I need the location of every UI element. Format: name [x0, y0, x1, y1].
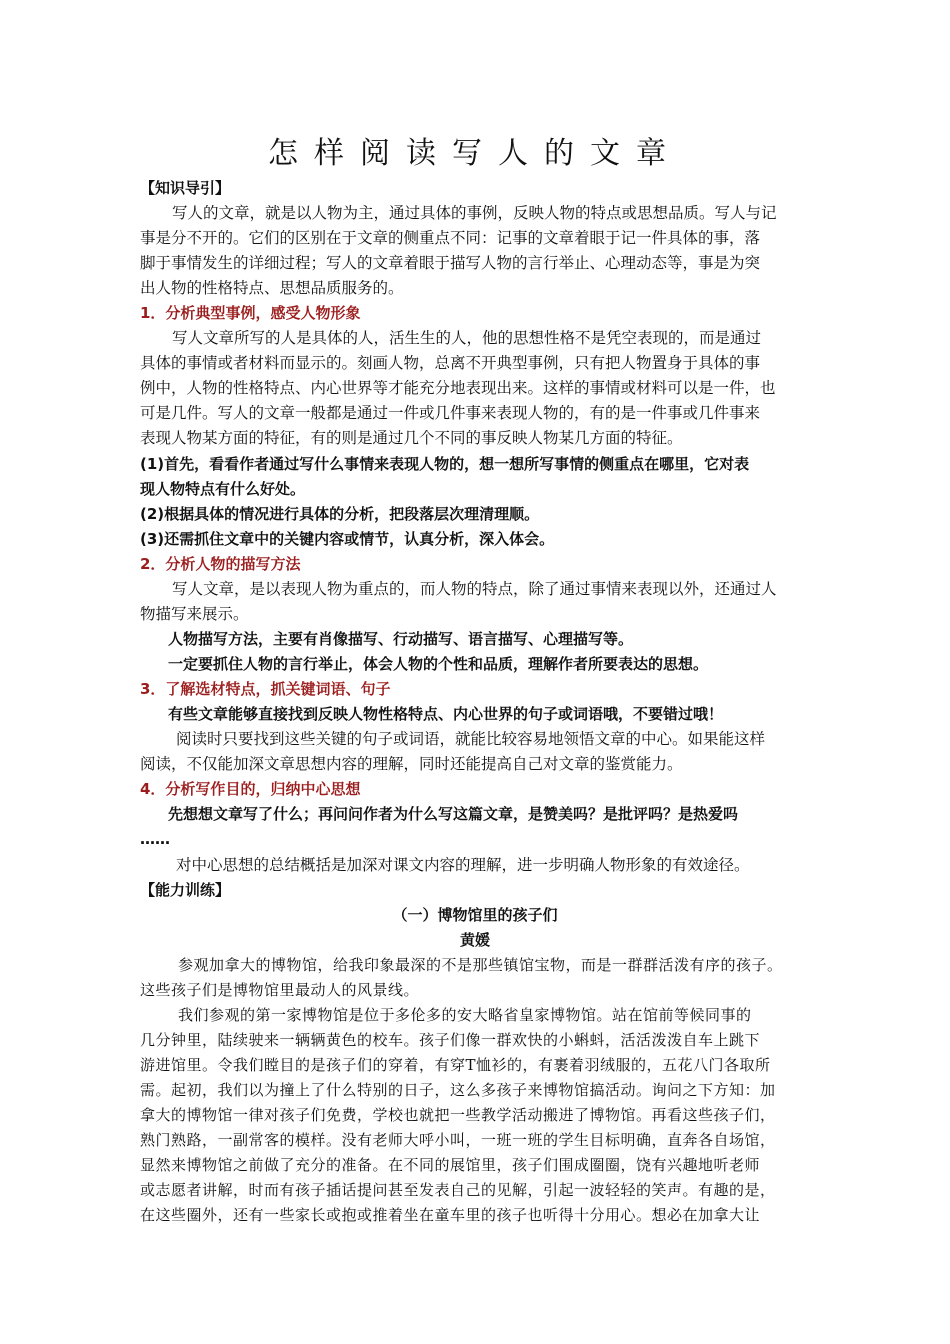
paragraph-1-line: 可是几件。写人的文章一般都是通过一件或几件事来表现人物的，有的是一件事或几件事来 — [140, 404, 761, 422]
story-line: 这些孩子们是博物馆里最动人的风景线。 — [140, 981, 420, 999]
story-line: 游进馆里。令我们瞠目的是孩子们的穿着，有穿T恤衫的，有裹着羽绒服的，五花八门各取所 — [140, 1056, 771, 1074]
paragraph-3-line: 阅读，不仅能加深文章思想内容的理解，同时还能提高自己对文章的鉴赏能力。 — [140, 755, 683, 773]
bold-point: (3)还需抓住文章中的关键内容或情节，认真分析，深入体会。 — [140, 530, 555, 548]
heading-1: 1．分析典型事例，感受人物形象 — [140, 304, 361, 322]
story-line: 拿大的博物馆一律对孩子们免费，学校也就把一些教学活动搬进了博物馆。再看这些孩子们， — [140, 1106, 776, 1124]
bold-point: 有些文章能够直接找到反映人物性格特点、内心世界的句子或词语哦，不要错过哦！ — [168, 705, 724, 723]
story-title: （一）博物馆里的孩子们 — [392, 906, 558, 924]
bold-point: …… — [140, 830, 170, 848]
paragraph-3-line: 阅读时只要找到这些关键的句子或词语，就能比较容易地领悟文章的中心。如果能这样 — [176, 730, 766, 748]
bold-point: (2)根据具体的情况进行具体的分析，把段落层次理清理顺。 — [140, 505, 540, 523]
intro-line: 事是分不开的。它们的区别在于文章的侧重点不同：记事的文章着眼于记一件具体的事，落 — [140, 229, 761, 247]
page-title: 怎样阅读写人的文章 — [268, 136, 682, 171]
paragraph-2-line: 物描写来展示。 — [140, 605, 249, 623]
story-line: 几分钟里，陆续驶来一辆辆黄色的校车。孩子们像一群欢快的小蝌蚪，活活泼泼自车上跳下 — [140, 1031, 761, 1049]
story-line: 或志愿者讲解，时而有孩子插话提问甚至发表自己的见解，引起一波轻轻的笑声。有趣的是， — [140, 1181, 776, 1199]
bold-point: 人物描写方法，主要有肖像描写、行动描写、语言描写、心理描写等。 — [168, 630, 634, 648]
story-line: 需。起初，我们以为撞上了什么特别的日子，这么多孩子来博物馆搞活动。询问之下方知：加 — [140, 1081, 776, 1099]
paragraph-1-line: 写人文章所写的人是具体的人，活生生的人，他的思想性格不是凭空表现的，而是通过 — [172, 329, 762, 347]
heading-4: 4．分析写作目的，归纳中心思想 — [140, 780, 361, 798]
heading-2: 2．分析人物的描写方法 — [140, 555, 301, 573]
section-heading-training: 【能力训练】 — [140, 881, 231, 899]
bold-point: 现人物特点有什么好处。 — [140, 480, 306, 498]
paragraph-1-line: 具体的事情或者材料而显示的。刻画人物，总离不开典型事例，只有把人物置身于具体的事 — [140, 354, 761, 372]
story-line: 参观加拿大的博物馆，给我印象最深的不是那些镇馆宝物，而是一群群活泼有序的孩子。 — [178, 956, 783, 974]
paragraph-2-line: 写人文章，是以表现人物为重点的，而人物的特点，除了通过事情来表现以外，还通过人 — [172, 580, 777, 598]
story-line: 显然来博物馆之前做了充分的准备。在不同的展馆里，孩子们围成圈圈，饶有兴趣地听老师 — [140, 1156, 761, 1174]
story-line: 在这些圈外，还有一些家长或抱或推着坐在童车里的孩子也听得十分用心。想必在加拿大让 — [140, 1206, 761, 1224]
paragraph-1-line: 表现人物某方面的特征，有的则是通过几个不同的事反映人物某几方面的特征。 — [140, 429, 683, 447]
heading-3: 3．了解选材特点，抓关键词语、句子 — [140, 680, 391, 698]
paragraph-1-line: 例中，人物的性格特点、内心世界等才能充分地表现出来。这样的事情或材料可以是一件，也 — [140, 379, 776, 397]
story-line: 我们参观的第一家博物馆是位于多伦多的安大略省皇家博物馆。站在馆前等候同事的 — [178, 1006, 752, 1024]
bold-point: 一定要抓住人物的言行举止，体会人物的个性和品质，理解作者所要表达的思想。 — [168, 655, 709, 673]
intro-line: 脚于事情发生的详细过程；写人的文章着眼于描写人物的言行举止、心理动态等，事是为突 — [140, 254, 761, 272]
bold-point: 先想想文章写了什么；再问问作者为什么写这篇文章，是赞美吗？是批评吗？是热爱吗 — [168, 805, 739, 823]
bold-point: (1)首先，看看作者通过写什么事情来表现人物的，想一想所写事情的侧重点在哪里，它对表 — [140, 455, 750, 473]
paragraph-4-line: 对中心思想的总结概括是加深对课文内容的理解，进一步明确人物形象的有效途径。 — [176, 856, 750, 874]
intro-line: 写人的文章，就是以人物为主，通过具体的事例，反映人物的特点或思想品质。写人与记 — [172, 204, 777, 222]
story-line: 熟门熟路，一副常客的模样。没有老师大呼小叫，一班一班的学生目标明确，直奔各自场馆， — [140, 1131, 776, 1149]
story-author: 黄媛 — [459, 931, 490, 949]
intro-line: 出人物的性格特点、思想品质服务的。 — [140, 279, 404, 297]
section-heading-knowledge: 【知识导引】 — [140, 179, 231, 197]
